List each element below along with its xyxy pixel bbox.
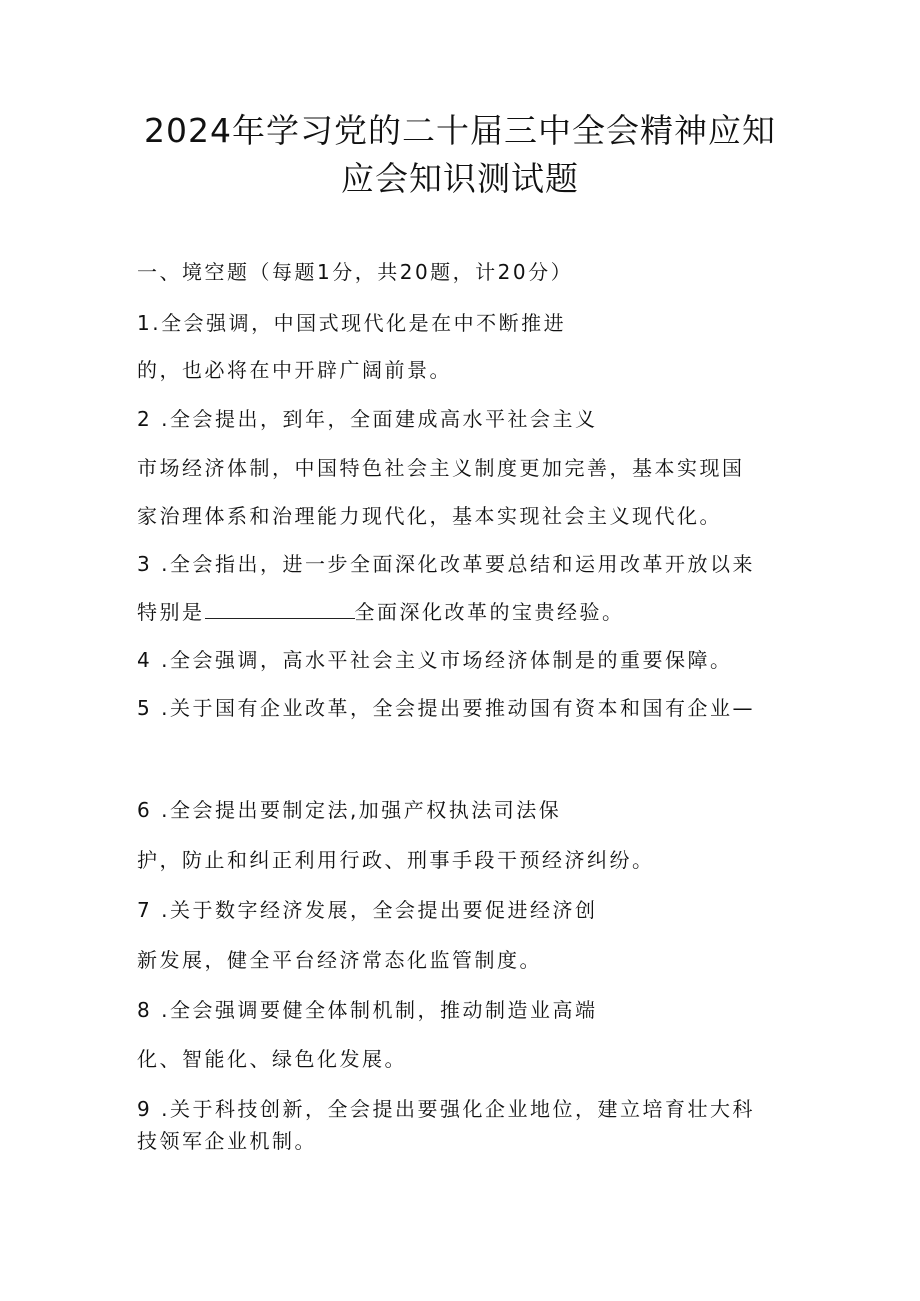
question-2-line-2: 市场经济体制，中国特色社会主义制度更加完善，基本实现国: [137, 456, 745, 480]
question-6-line-2: 护，防止和纠正利用行政、刑事手段干预经济纠纷。: [137, 848, 655, 872]
question-3-prefix: 特别是: [137, 600, 205, 624]
document-title-line-1: 2024年学习党的二十届三中全会精神应知: [144, 111, 776, 150]
document-title-line-2: 应会知识测试题: [341, 159, 579, 198]
question-7-line-1: 7 .关于数字经济发展，全会提出要促进经济创: [137, 898, 598, 922]
section-heading: 一、境空题（每题1分，共20题，计20分）: [137, 260, 574, 284]
question-9-line-1: 9 .关于科技创新，全会提出要强化企业地位，建立培育壮大科: [137, 1097, 755, 1121]
question-3-suffix: 全面深化改革的宝贵经验。: [354, 600, 625, 624]
question-8-line-2: 化、智能化、绿色化发展。: [137, 1047, 407, 1071]
question-6-line-1: 6 .全会提出要制定法,加强产权执法司法保: [137, 798, 562, 822]
answer-blank: [205, 604, 355, 619]
question-5-line: 5 .关于国有企业改革，全会提出要推动国有资本和国有企业—: [137, 696, 755, 720]
question-1-line-2: 的，也必将在中开辟广阔前景。: [137, 358, 452, 382]
question-1-line-1: 1.全会强调，中国式现代化是在中不断推进: [137, 311, 567, 335]
question-8-line-1: 8 .全会强调要健全体制机制，推动制造业高端: [137, 998, 598, 1022]
question-7-line-2: 新发展，健全平台经济常态化监管制度。: [137, 948, 542, 972]
question-2-line-3: 家治理体系和治理能力现代化，基本实现社会主义现代化。: [137, 504, 722, 528]
question-2-line-1: 2 .全会提出，到年，全面建成高水平社会主义: [137, 407, 598, 431]
question-3-line-2: [137, 602, 625, 622]
question-4-line: 4 .全会强调，高水平社会主义市场经济体制是的重要保障。: [137, 648, 733, 672]
question-3-line-1: 3 .全会指出，进一步全面深化改革要总结和运用改革开放以来: [137, 552, 755, 576]
question-9-line-2: 技领军企业机制。: [137, 1129, 317, 1153]
